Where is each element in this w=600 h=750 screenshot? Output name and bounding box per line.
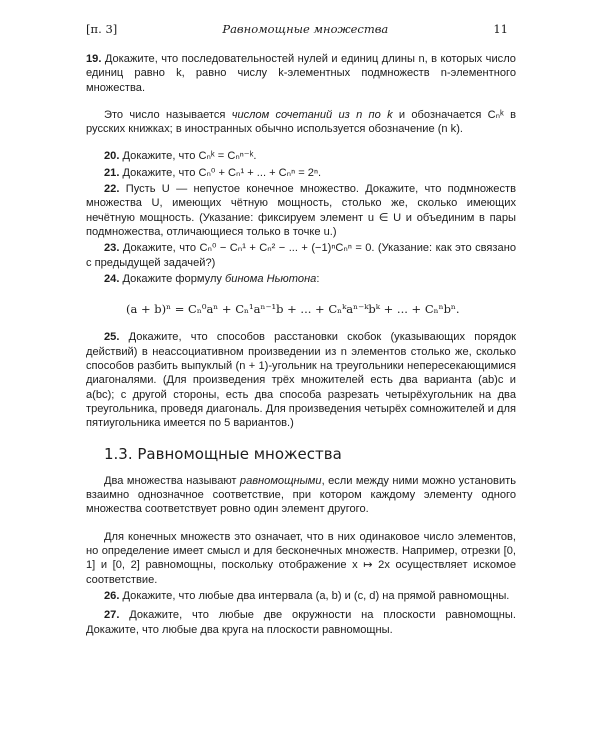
problem-21 [86,166,516,180]
problem-text: Докажите, что любые две окружности на плоскости равномощны. Докажите, что любые два круга на плоскости равномощны. [86,609,516,636]
emphasis: числом сочетаний из n по k [231,108,393,121]
problem-text: Пусть U — непустое конечное множество. Докажите, что подмножеств множества U, имеющих чётную мощность, столько же, сколько имеющих нечётную мощность. (Указание: фиксируем элемент u ∈ U и объединим в пары подмножества, отличающиеся только в точке u.) [86,183,516,238]
problem-27 [86,608,516,637]
finite-sets-paragraph [86,530,516,587]
problem-number: 26. [104,589,120,602]
problem-number: 20. [104,150,120,163]
problem-number: 23. [104,242,120,255]
problem-22 [86,182,516,239]
problem-number: 19. [86,53,102,65]
problem-19 [86,52,516,95]
problem-text: Докажите, что любые два интервала (a, b) и (c, d) на прямой равномощны. [122,589,510,602]
problem-text: Докажите, что последовательностей нулей и единиц длины n, в которых число единиц равно k, равно числу k-элементных подмножеств n-элементного множества. [86,53,516,94]
running-header [86,20,508,38]
problem-number: 21. [104,166,120,179]
text-fragment: и обозначается Cₙᵏ в русских книжках; в иностранных обычно используется обозначение (n k). [86,108,516,136]
problem-text: Докажите, что Cₙᵏ = Cₙⁿ⁻ᵏ. [122,150,257,163]
problem-number: 24. [104,272,120,285]
problem-text: Докажите, что Cₙ⁰ − Cₙ¹ + Cₙ² − ... + (−1)ⁿCₙⁿ = 0. (Указание: как это связано с предыдущей задачей?) [86,242,516,269]
definition-paragraph [86,474,516,517]
problem-24 [86,272,516,286]
chapter-ref: [п. 3] [86,22,118,36]
text-fragment: Докажите формулу [122,272,226,285]
problem-text: Докажите, что Cₙ⁰ + Cₙ¹ + ... + Cₙⁿ = 2ⁿ. [122,166,322,179]
combinations-paragraph [86,108,516,137]
paragraph-text: Для конечных множеств это означает, что в них одинаковое число элементов, но определение имеет смысл и для бесконечных множеств. Например, отрезки [0, 1] и [0, 2] равномощны, поскольку отображение x ↦ 2x осуществляет искомое соответствие. [86,530,516,586]
emphasis: равномощными [239,474,322,487]
problem-text: Докажите, что способов расстановки скобок (указывающих порядок действий) в неассоциативном произведении из n элементов столько же, сколько способов разбить выпуклый (n + 1)-угольник на треугольники непересекающимися диагоналями. (Для произведения трёх множителей есть два варианта (ab)c и a(bc); с другой стороны, есть два способа разрезать четырёхугольник на два треугольника, проведя диагональ. Для произведения четырёх сомножителей и для пятиугольника имеется по 5 вариантов.) [86,331,516,430]
text-fragment: : [316,272,320,285]
text-fragment: Это число называется [104,108,232,121]
problem-number: 22. [104,183,120,196]
problem-20 [86,149,516,163]
problem-23 [86,241,516,270]
text-fragment: Два множества называют [104,474,240,487]
section-heading: 1.3. Равномощные множества [104,444,342,463]
problem-25 [86,330,516,430]
page-body [86,52,516,637]
problem-number: 25. [104,331,120,344]
page-number: 11 [493,22,508,36]
problem-26 [86,589,516,603]
binomial-formula: (a + b)ⁿ = Cₙ⁰aⁿ + Cₙ¹aⁿ⁻¹b + ... + Cₙᵏaⁿ⁻ᵏbᵏ + ... + Cₙⁿbⁿ. [126,302,460,317]
running-title: Равномощные множества [222,22,389,36]
problem-number: 27. [104,609,120,622]
text-fragment: , если между ними можно установить взаимно однозначное соответствие, при котором каждому элементу одного множества соответствует ровно один элемент другого. [86,474,517,516]
emphasis: бинома Ньютона [225,272,317,285]
